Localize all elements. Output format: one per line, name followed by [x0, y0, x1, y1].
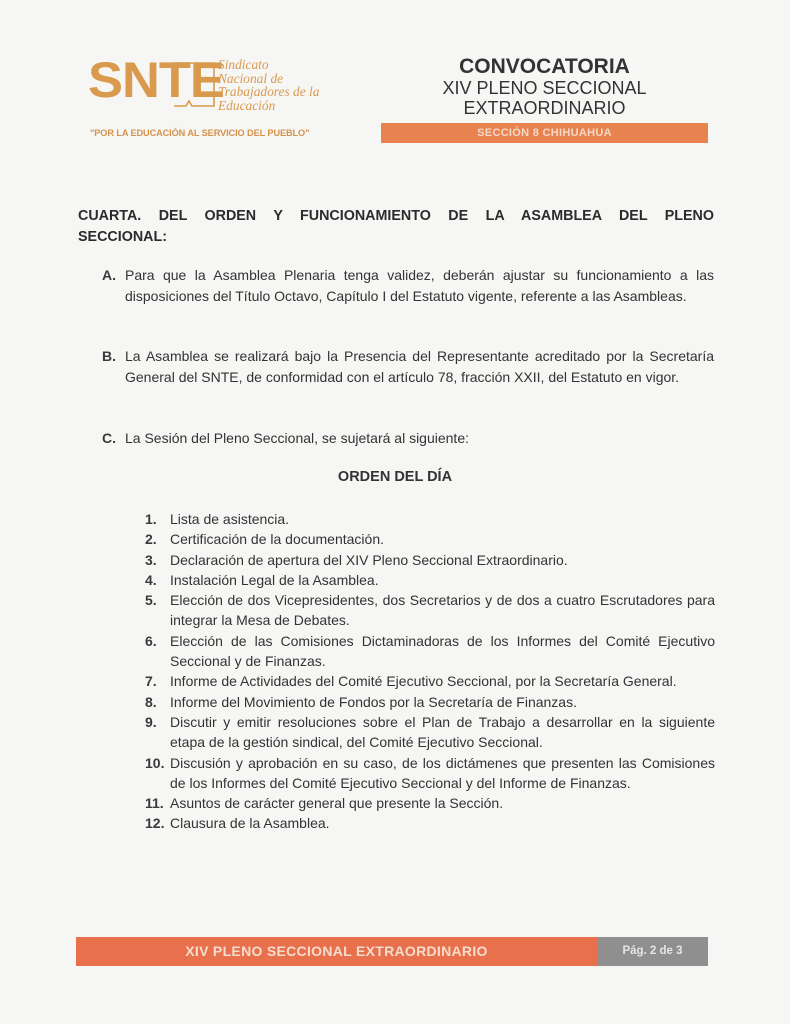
- footer-title: XIV PLENO SECCIONAL EXTRAORDINARIO: [76, 937, 597, 966]
- page-footer: [76, 937, 708, 966]
- list-item: [145, 529, 715, 549]
- section-title: CUARTA. DEL ORDEN Y FUNCIONAMIENTO DE LA ASAMBLEA DEL PLENO SECCIONAL:: [78, 208, 714, 245]
- logo-name-line: Nacional de: [218, 70, 284, 86]
- list-item: [145, 590, 715, 631]
- item-number: 6.: [145, 632, 157, 649]
- item-number: 11.: [145, 795, 164, 812]
- list-item: [145, 753, 715, 794]
- item-text: Discutir y emitir resoluciones sobre el Plan de Trabajo a desarrollar en la siguiente etapa de la gestión sindical, del Comité Ejecutivo Seccional.: [170, 713, 715, 751]
- paragraph-label: A.: [102, 267, 116, 283]
- orden-del-dia-list: [145, 509, 715, 834]
- page-number: Pág. 2 de 3: [597, 937, 708, 966]
- item-number: 2.: [145, 531, 157, 548]
- item-text: Discusión y aprobación en su caso, de los dictámenes que presenten las Comisiones de los Informes del Comité Ejecutivo Seccional y del Informe de Finanzas.: [170, 754, 715, 791]
- logo-name: [218, 58, 319, 112]
- list-item: [145, 570, 715, 590]
- header-title: CONVOCATORIA: [459, 55, 630, 78]
- item-number: 3.: [145, 551, 157, 568]
- item-text: Declaración de apertura del XIV Pleno Seccional Extraordinario.: [170, 551, 568, 568]
- paragraph-text: Para que la Asamblea Plenaria tenga validez, deberán ajustar su funcionamiento a las disposiciones del Título Octavo, Capítulo I del Estatuto vigente, referente a las Asambleas.: [125, 267, 714, 304]
- snte-logo-mark: [86, 52, 224, 112]
- paragraph-text: La Asamblea se realizará bajo la Presencia del Representante acreditado por la Secretaría General del SNTE, de conformidad con el artículo 78, fracción XXII, del Estatuto en vigor.: [125, 348, 714, 385]
- header-subtitle-line: XIV PLENO SECCIONAL: [442, 78, 647, 98]
- logo-name-line: Sindicato: [218, 57, 269, 72]
- logo-acronym: SNTE: [88, 52, 224, 108]
- paragraph-b: [102, 346, 714, 388]
- item-text: Instalación Legal de la Asamblea.: [170, 571, 379, 588]
- item-number: 10.: [145, 754, 165, 771]
- orden-del-dia-title: ORDEN DEL DÍA: [337, 469, 453, 485]
- paragraph-c: [102, 428, 714, 449]
- document-header: [381, 56, 708, 118]
- item-number: 4.: [145, 571, 157, 588]
- paragraph-label: B.: [102, 348, 116, 364]
- item-number: 12.: [145, 815, 165, 832]
- item-text: Asuntos de carácter general que presente la Sección.: [170, 795, 504, 812]
- book-frame-icon: [170, 60, 216, 108]
- item-number: 9.: [145, 713, 157, 730]
- item-text: Certificación de la documentación.: [170, 531, 385, 548]
- list-item: [145, 550, 715, 570]
- item-number: 1.: [145, 511, 157, 527]
- item-text: Elección de las Comisiones Dictaminadoras de los Informes del Comité Ejecutivo Seccional y de Finanzas.: [170, 632, 715, 670]
- paragraph-label: C.: [102, 430, 116, 446]
- snte-logo: [86, 52, 356, 146]
- item-text: Informe de Actividades del Comité Ejecutivo Seccional, por la Secretaría General.: [170, 673, 677, 690]
- list-item: [145, 692, 715, 712]
- item-text: Elección de dos Vicepresidentes, dos Secretarios y de dos a cuatro Escrutadores para integrar la Mesa de Debates.: [170, 592, 715, 629]
- item-text: Lista de asistencia.: [170, 511, 290, 527]
- paragraph-a: [102, 265, 714, 307]
- item-number: 5.: [145, 592, 157, 609]
- logo-name-line: Educación: [218, 97, 276, 113]
- item-number: 7.: [145, 673, 157, 690]
- list-item: [145, 631, 715, 672]
- list-item: [145, 509, 715, 529]
- list-item: [145, 793, 715, 813]
- item-text: Clausura de la Asamblea.: [170, 815, 330, 832]
- paragraph-text: La Sesión del Pleno Seccional, se sujetará al siguiente:: [125, 430, 469, 446]
- section-bar: SECCIÓN 8 CHIHUAHUA: [381, 123, 708, 143]
- header-subtitle-line: EXTRAORDINARIO: [463, 98, 626, 118]
- logo-motto: "POR LA EDUCACIÓN AL SERVICIO DEL PUEBLO": [90, 128, 310, 138]
- item-number: 8.: [145, 693, 157, 710]
- list-item: [145, 712, 715, 753]
- list-item: [145, 671, 715, 691]
- item-text: Informe del Movimiento de Fondos por la Secretaría de Finanzas.: [170, 693, 577, 710]
- list-item: [145, 813, 715, 833]
- logo-name-line: Trabajadores de la: [218, 84, 320, 99]
